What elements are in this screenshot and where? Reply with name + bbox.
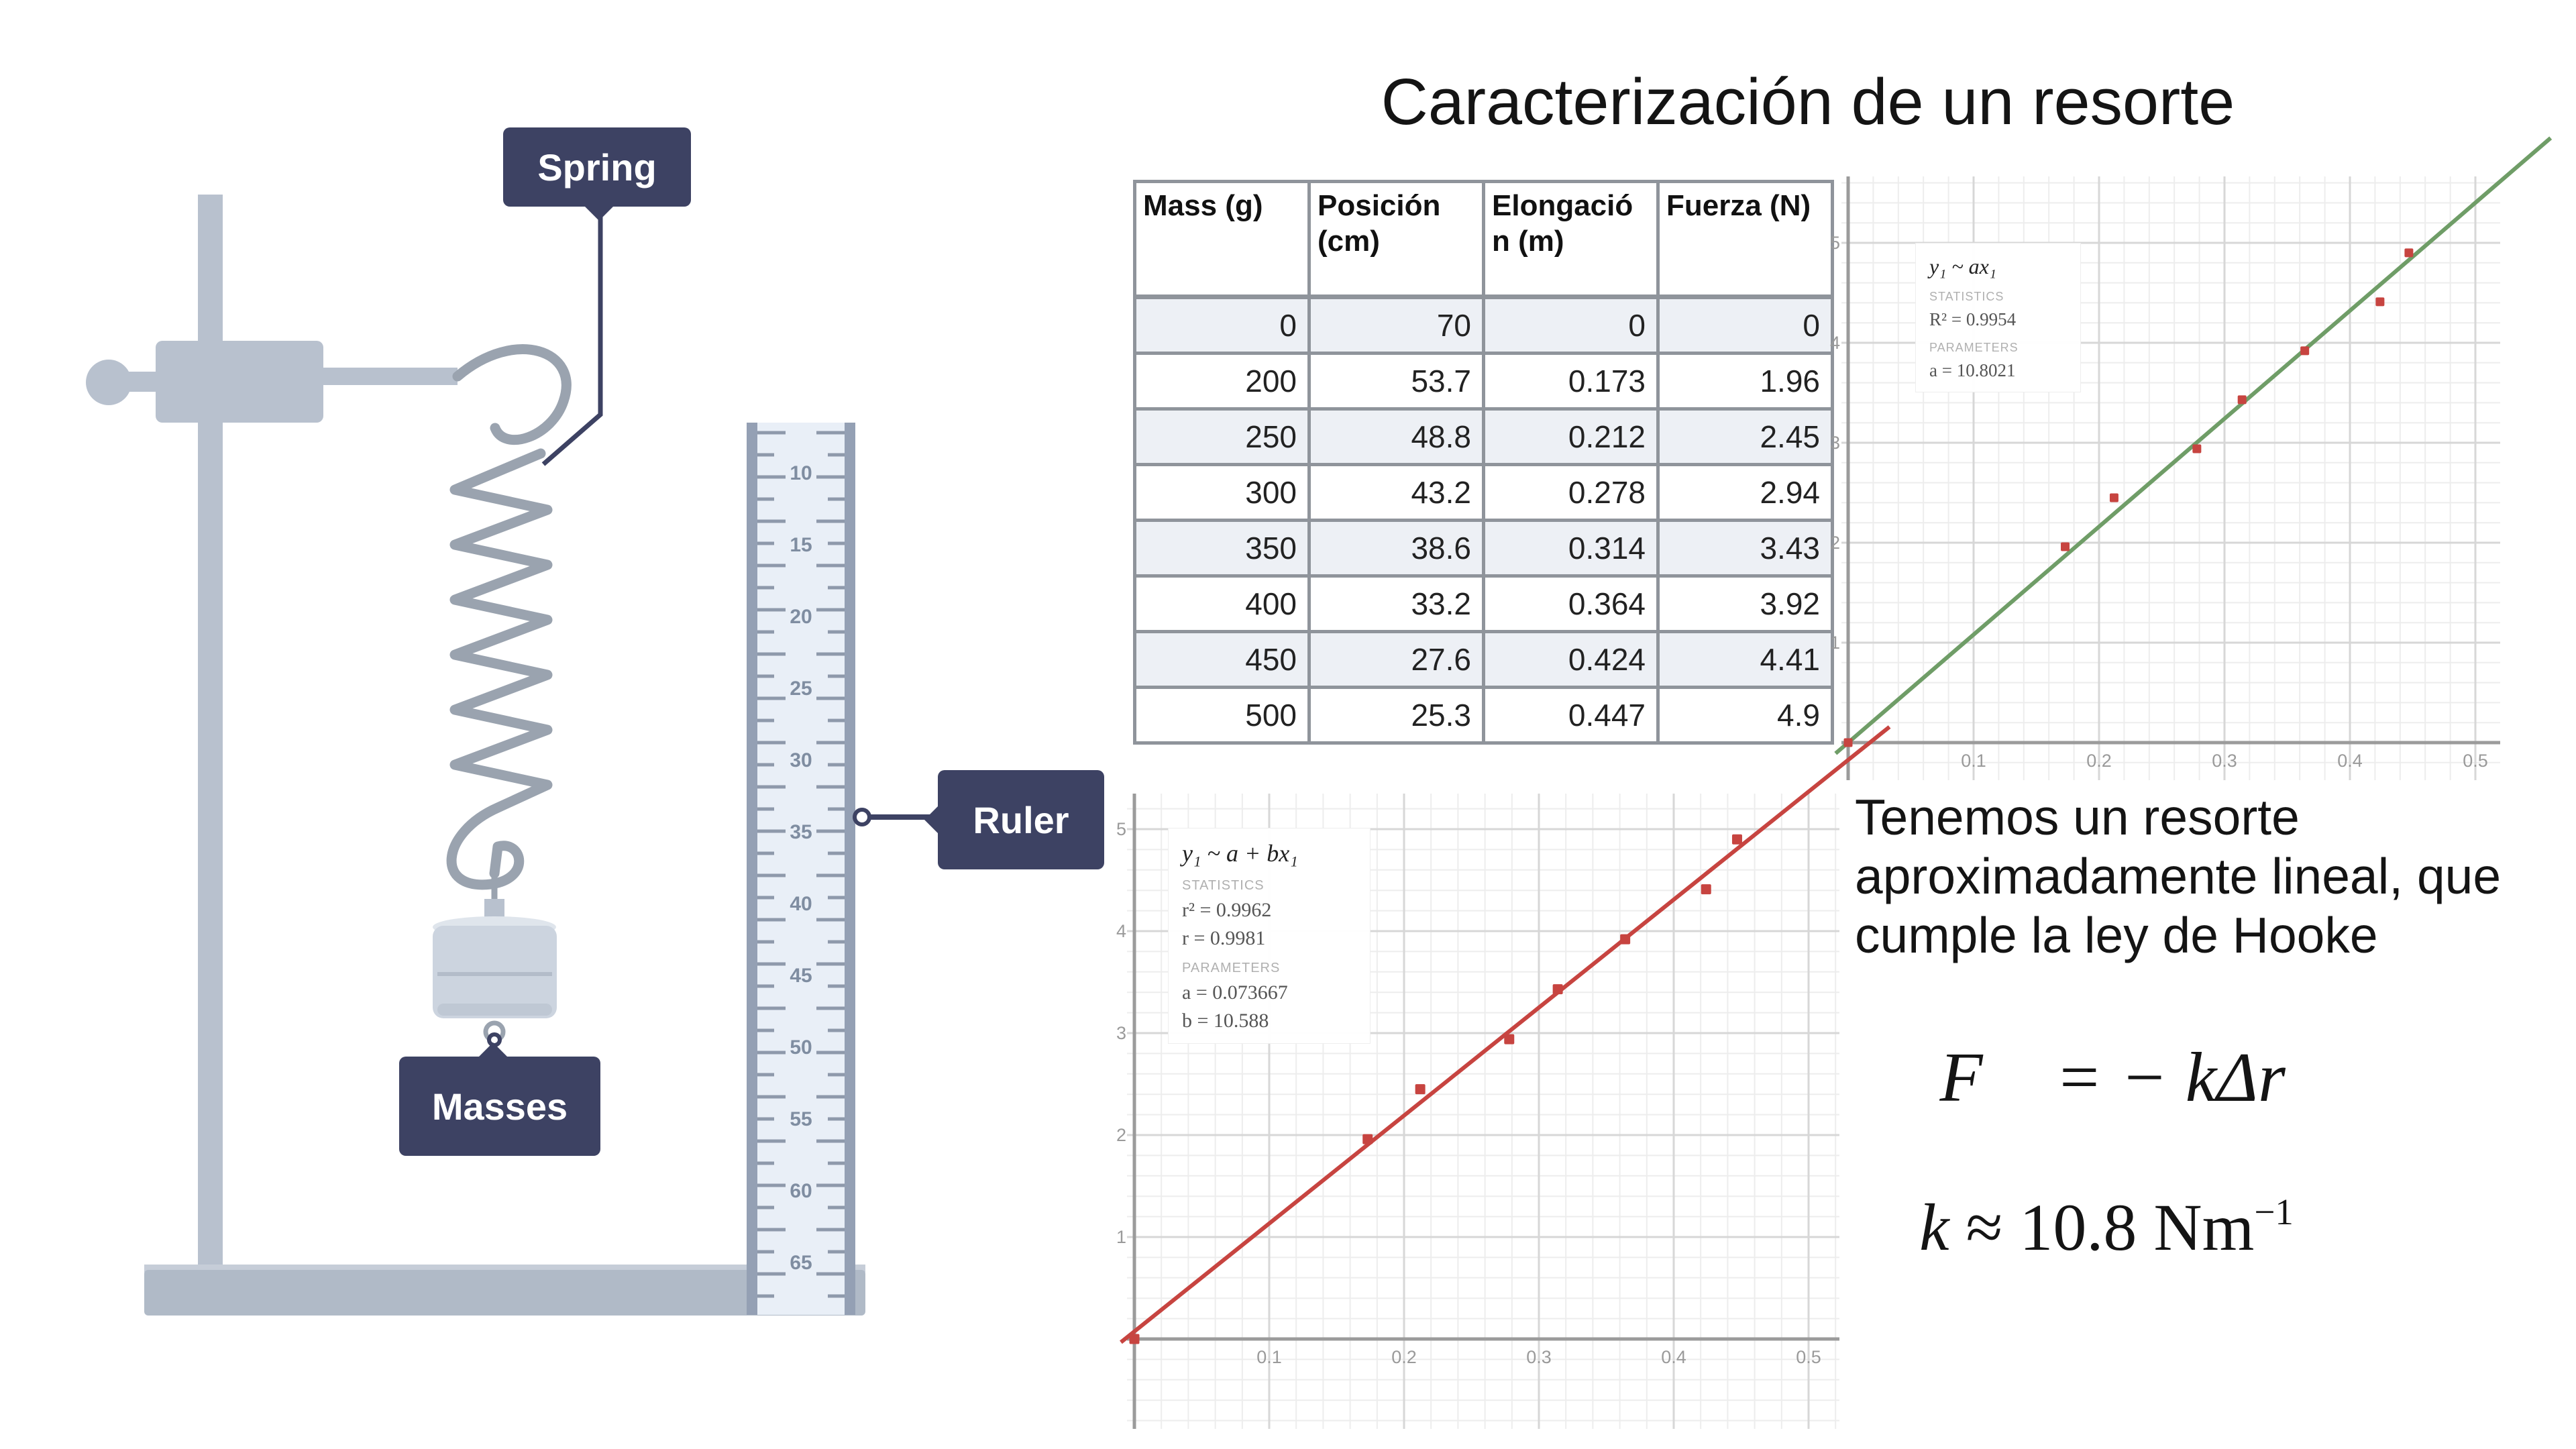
params-heading: PARAMETERS [1182,961,1281,975]
param-a: a = 0.073667 [1182,981,1288,1004]
table-cell: 43.2 [1309,465,1484,521]
svg-text:0.5: 0.5 [2463,751,2488,771]
svg-text:0.4: 0.4 [2337,751,2363,771]
table-cell: 1.96 [1658,354,1833,409]
svg-text:0.2: 0.2 [2086,751,2112,771]
approx-sign: ≈ [1949,1190,2020,1265]
stats-heading: STATISTICS [1929,290,2004,303]
column-header: Fuerza (N) [1658,182,1833,297]
svg-text:4: 4 [1116,921,1126,941]
svg-text:4: 4 [1829,333,1840,353]
table-row [1135,576,1833,632]
measurement-table [1133,180,1834,745]
svg-text:0.1: 0.1 [1961,751,1986,771]
ruler-left-edge [747,423,757,1315]
table-cell: 0 [1135,297,1309,354]
fit-model: y₁ ~ a + bx₁ [1182,840,1298,867]
table-cell: 300 [1135,465,1309,521]
svg-text:60: 60 [790,1180,812,1202]
ruler-label-text: Ruler [973,798,1069,841]
svg-text:30: 30 [790,749,812,771]
table-cell: 33.2 [1309,576,1484,632]
table-row [1135,632,1833,688]
spring [451,350,566,902]
masses-label [399,1057,600,1156]
table-cell: 4.9 [1658,688,1833,743]
spring-label [503,127,691,207]
clamp-knob [86,360,131,405]
svg-text:15: 15 [790,534,812,556]
ruler [747,423,855,1315]
table-cell: 48.8 [1309,409,1484,465]
table-cell: 0.364 [1484,576,1658,632]
table-cell: 0 [1658,297,1833,354]
table-cell: 4.41 [1658,632,1833,688]
svg-text:10: 10 [790,462,812,484]
table-cell: 0.314 [1484,521,1658,576]
table-cell: 450 [1135,632,1309,688]
svg-text:5: 5 [1829,233,1840,253]
column-header: Posición (cm) [1309,182,1484,297]
chart-proportional-fit [1829,176,2500,780]
svg-text:0.3: 0.3 [1526,1347,1552,1367]
table-cell: 0.447 [1484,688,1658,743]
table-cell: 2.45 [1658,409,1833,465]
chart-linear-fit [1116,794,1839,1429]
clamp-body [156,341,323,423]
svg-text:1: 1 [1116,1227,1126,1247]
svg-text:65: 65 [790,1252,812,1274]
clamp-arm [323,368,458,385]
svg-text:0.1: 0.1 [1256,1347,1282,1367]
svg-text:3: 3 [1116,1023,1126,1043]
svg-text:45: 45 [790,965,812,987]
k-unit: Nm [2153,1190,2255,1265]
table-cell: 200 [1135,354,1309,409]
svg-text:40: 40 [790,893,812,915]
column-header: Elongació n (m) [1484,182,1658,297]
param-a: a = 10.8021 [1929,360,2016,380]
apparatus-diagram [67,94,1140,1342]
param-b: b = 10.588 [1182,1010,1269,1032]
table-cell: 3.43 [1658,521,1833,576]
svg-text:5: 5 [1116,819,1126,839]
svg-text:0.2: 0.2 [1391,1347,1417,1367]
svg-text:1: 1 [1829,633,1840,653]
svg-text:50: 50 [790,1036,812,1059]
params-heading: PARAMETERS [1929,341,2019,354]
masses-label-text: Masses [431,1085,568,1128]
svg-text:0.3: 0.3 [2212,751,2237,771]
svg-text:20: 20 [790,606,812,628]
spring-coil [451,350,566,885]
table-cell: 0.424 [1484,632,1658,688]
conclusion-text: Tenemos un resorte aproximadamente lineal, que cumple la ley de Hooke [1855,789,2502,963]
table-cell: 350 [1135,521,1309,576]
svg-text:2: 2 [1829,533,1840,553]
svg-text:35: 35 [790,821,812,843]
svg-text:55: 55 [790,1108,812,1130]
stat-r: r = 0.9981 [1182,927,1266,949]
table-cell: 3.92 [1658,576,1833,632]
stats-heading: STATISTICS [1182,878,1265,893]
svg-text:3: 3 [1829,433,1840,453]
table-cell: 0.278 [1484,465,1658,521]
table-cell: 53.7 [1309,354,1484,409]
table-row [1135,297,1833,354]
table-cell: 500 [1135,688,1309,743]
table [1133,180,1834,745]
stat-r2: r² = 0.9962 [1182,899,1272,921]
table-cell: 27.6 [1309,632,1484,688]
table-row [1135,409,1833,465]
fit-model: y₁ ~ ax₁ [1929,254,1996,278]
k-symbol: k [1919,1190,1949,1265]
table-row [1135,465,1833,521]
table-cell: 2.94 [1658,465,1833,521]
table-cell: 0 [1484,297,1658,354]
spring-label-text: Spring [537,146,657,189]
ruler-pointer-dot [855,810,869,824]
column-header: Mass (g) [1135,182,1309,297]
regression-stats-top [1916,244,2080,392]
table-row [1135,688,1833,743]
table-cell: 0.173 [1484,354,1658,409]
mass-hanger [433,899,557,1040]
svg-text:0.4: 0.4 [1661,1347,1686,1367]
regression-stats-bottom [1169,828,1370,1043]
ruler-label [938,770,1104,869]
svg-text:2: 2 [1116,1125,1126,1145]
table-cell: 25.3 [1309,688,1484,743]
table-row [1135,521,1833,576]
ruler-right-edge [845,423,855,1315]
table-cell: 38.6 [1309,521,1484,576]
hooke-law-equation: F⃗ = − kΔr⃗ [1939,1038,2341,1116]
k-value: 10.8 [2019,1190,2154,1265]
mass-bottom-shade [437,1004,552,1016]
svg-text:25: 25 [790,678,812,700]
table-cell: 250 [1135,409,1309,465]
k-unit-exponent: −1 [2254,1191,2294,1232]
table-cell: 0.212 [1484,409,1658,465]
table-cell: 400 [1135,576,1309,632]
table-row [1135,354,1833,409]
svg-text:0.5: 0.5 [1796,1347,1821,1367]
stat-r2: R² = 0.9954 [1929,309,2017,329]
clamp-knob-stem [126,372,156,392]
spring-constant-equation [1872,1189,2341,1266]
page-title: Caracterización de un resorte [1381,65,2235,138]
table-cell: 70 [1309,297,1484,354]
